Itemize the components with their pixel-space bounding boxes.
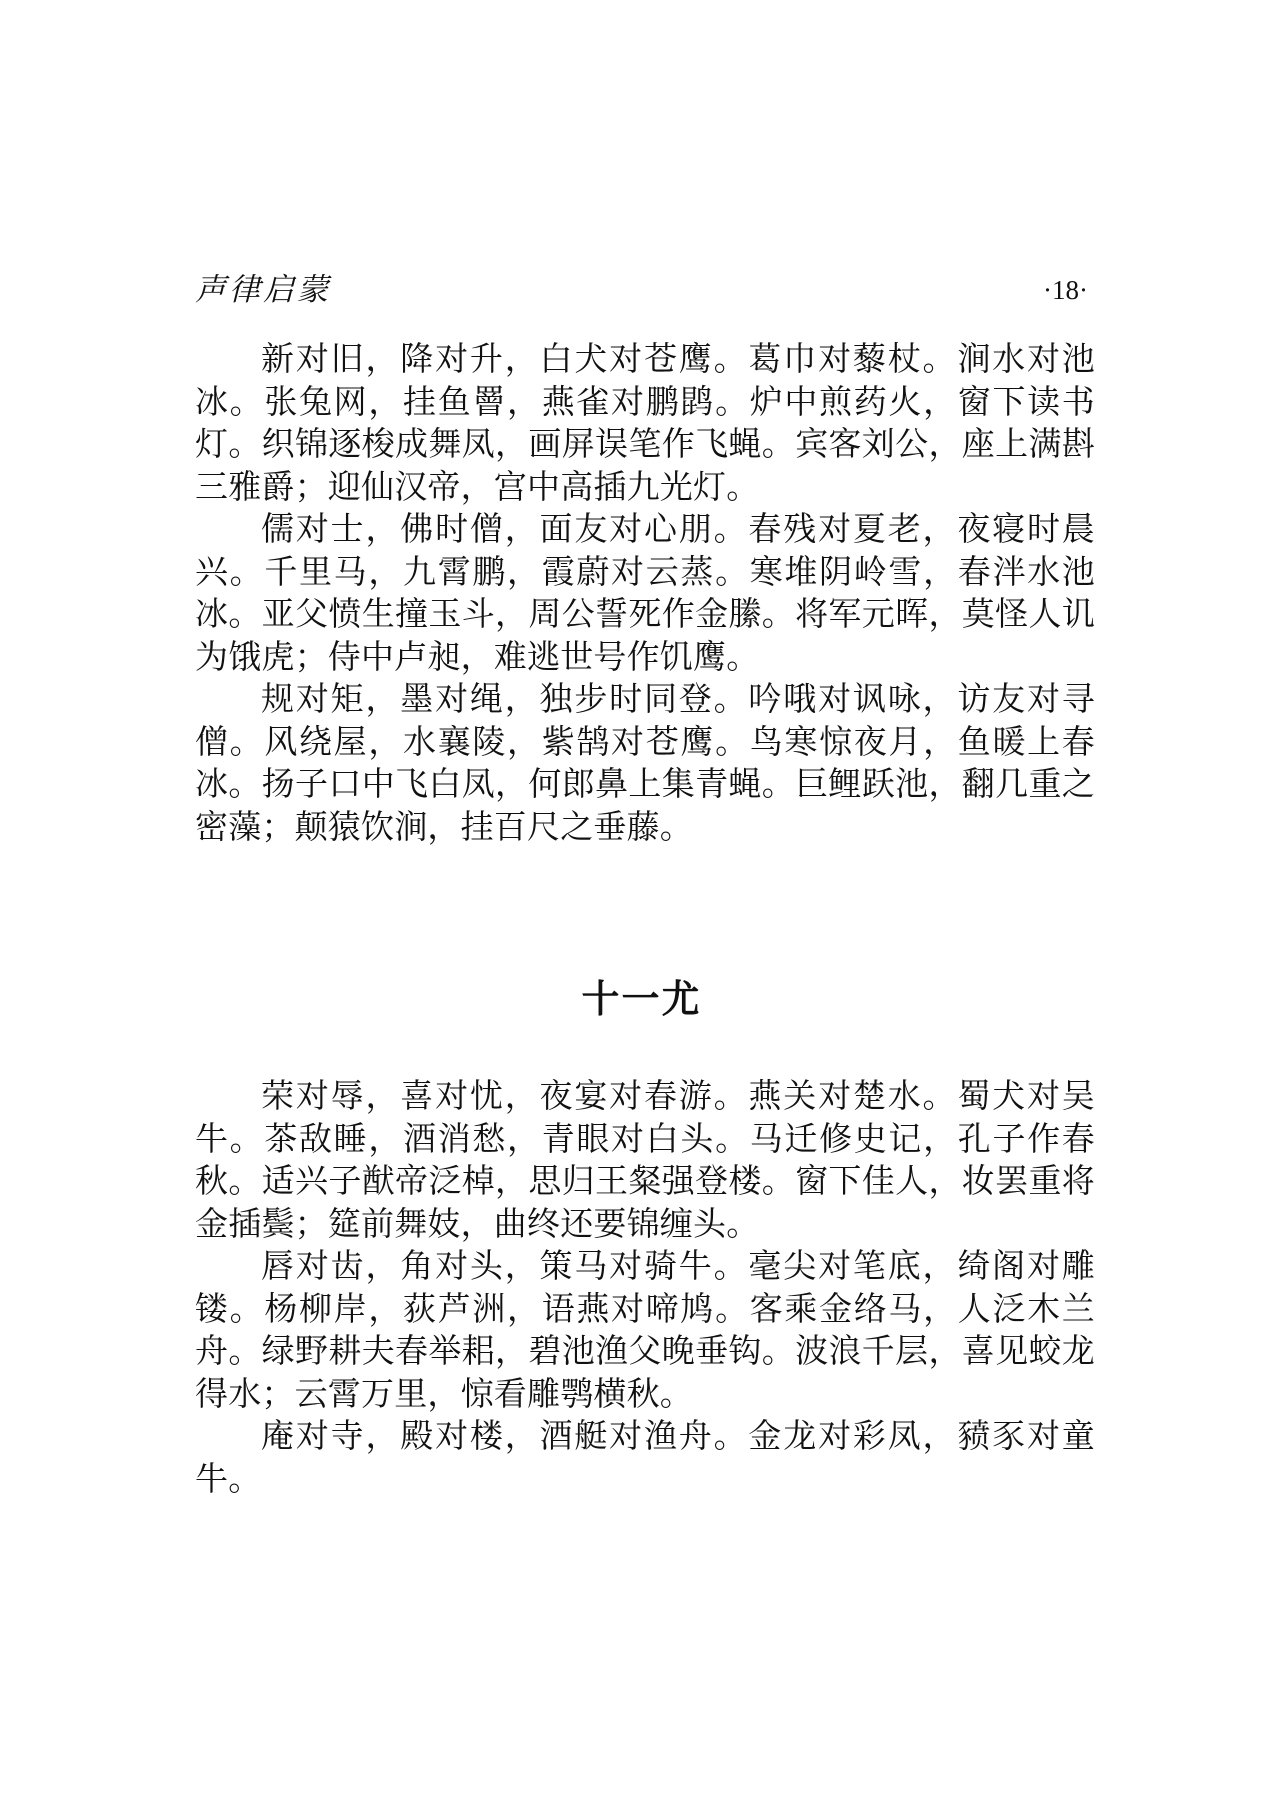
- paragraph-new-3: 庵对寺，殿对楼，酒艇对渔舟。金龙对彩凤，豮豕对童牛。: [195, 1416, 1095, 1498]
- paragraph-new-2: 唇对齿，角对头，策马对骑牛。毫尖对笔底，绮阁对雕镂。杨柳岸，荻芦洲，语燕对啼鸠。客乘金络马，人泛木兰舟。绿野耕夫春举耜，碧池渔父晚垂钩。波浪千层，喜见蛟龙得水；云霄万里，惊看雕鹗横秋。: [195, 1246, 1095, 1413]
- book-title: 声律启蒙: [195, 272, 331, 308]
- paragraph-continued-3: 规对矩，墨对绳，独步时同登。吟哦对讽咏，访友对寻僧。风绕屋，水襄陵，紫鹄对苍鹰。鸟寒惊夜月，鱼暖上春冰。扬子口中飞白凤，何郎鼻上集青蝇。巨鲤跃池，翻几重之密藻；颠猿饮涧，挂百尺之垂藤。: [195, 679, 1095, 846]
- page-header: [195, 268, 1088, 312]
- section-title: 十一尤: [581, 977, 702, 1021]
- new-section: [195, 1075, 1095, 1500]
- paragraph-continued-2: 儒对士，佛时僧，面友对心朋。春残对夏老，夜寝时晨兴。千里马，九霄鹏，霞蔚对云蒸。寒堆阴岭雪，春泮水池冰。亚父愤生撞玉斗，周公誓死作金縢。将军元晖，莫怪人讥为饿虎；侍中卢昶，难逃世号作饥鹰。: [195, 509, 1095, 676]
- continued-section: [195, 338, 1095, 848]
- paragraph-new-1: 荣对辱，喜对忧，夜宴对春游。燕关对楚水。蜀犬对吴牛。茶敌睡，酒消愁，青眼对白头。马迁修史记，孔子作春秋。适兴子猷帝泛棹，思归王粲强登楼。窗下佳人，妆罢重将金插鬓；筵前舞妓，曲终还要锦缠头。: [195, 1076, 1095, 1243]
- page-number: ·18·: [1043, 275, 1088, 305]
- paragraph-continued-1: 新对旧，降对升，白犬对苍鹰。葛巾对藜杖。涧水对池冰。张兔网，挂鱼罾，燕雀对鹏鹍。炉中煎药火，窗下读书灯。织锦逐梭成舞凤，画屏误笔作飞蝇。宾客刘公，座上满斟三雅爵；迎仙汉帝，宫中高插九光灯。: [195, 339, 1095, 506]
